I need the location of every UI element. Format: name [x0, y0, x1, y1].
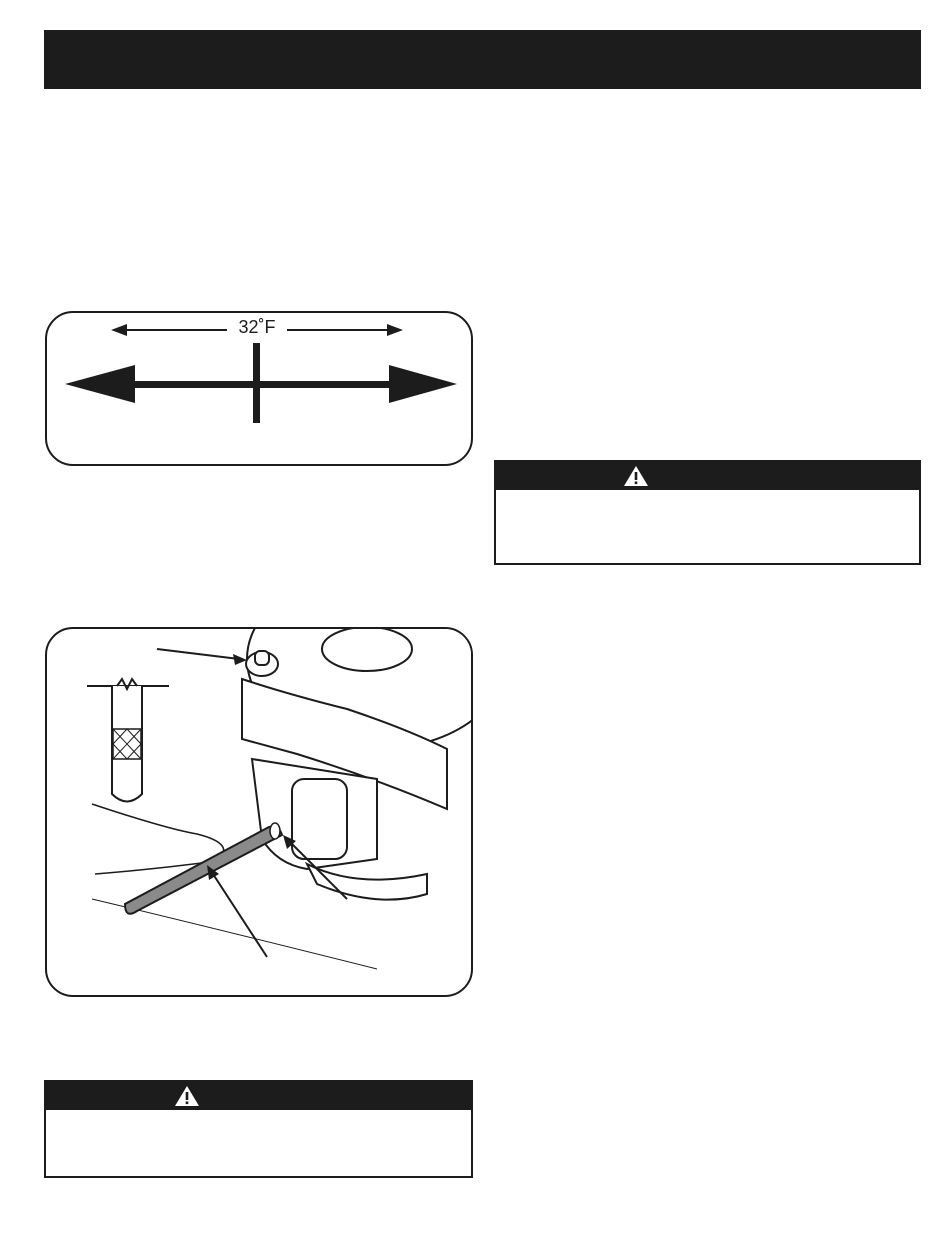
oil-drain-tube: [125, 827, 282, 914]
left-arrow-icon: [111, 324, 127, 336]
temperature-scale-panel: [45, 311, 473, 466]
engine-drain-illustration: [47, 629, 473, 997]
big-left-arrow-icon: [65, 365, 135, 403]
warning-box-right: [494, 460, 921, 565]
warning-header: [46, 1082, 471, 1110]
warning-triangle-icon: [623, 465, 649, 487]
warning-triangle-icon: [174, 1085, 200, 1107]
warning-header: [496, 462, 919, 490]
section-header-bar: [44, 30, 921, 89]
freezing-point-mark: [253, 343, 260, 423]
engine-illustration-panel: [45, 627, 473, 997]
warning-box-left: [44, 1080, 473, 1178]
right-arrow-icon: [387, 324, 403, 336]
big-right-arrow-icon: [389, 365, 457, 403]
temperature-label: 32˚F: [227, 317, 287, 338]
